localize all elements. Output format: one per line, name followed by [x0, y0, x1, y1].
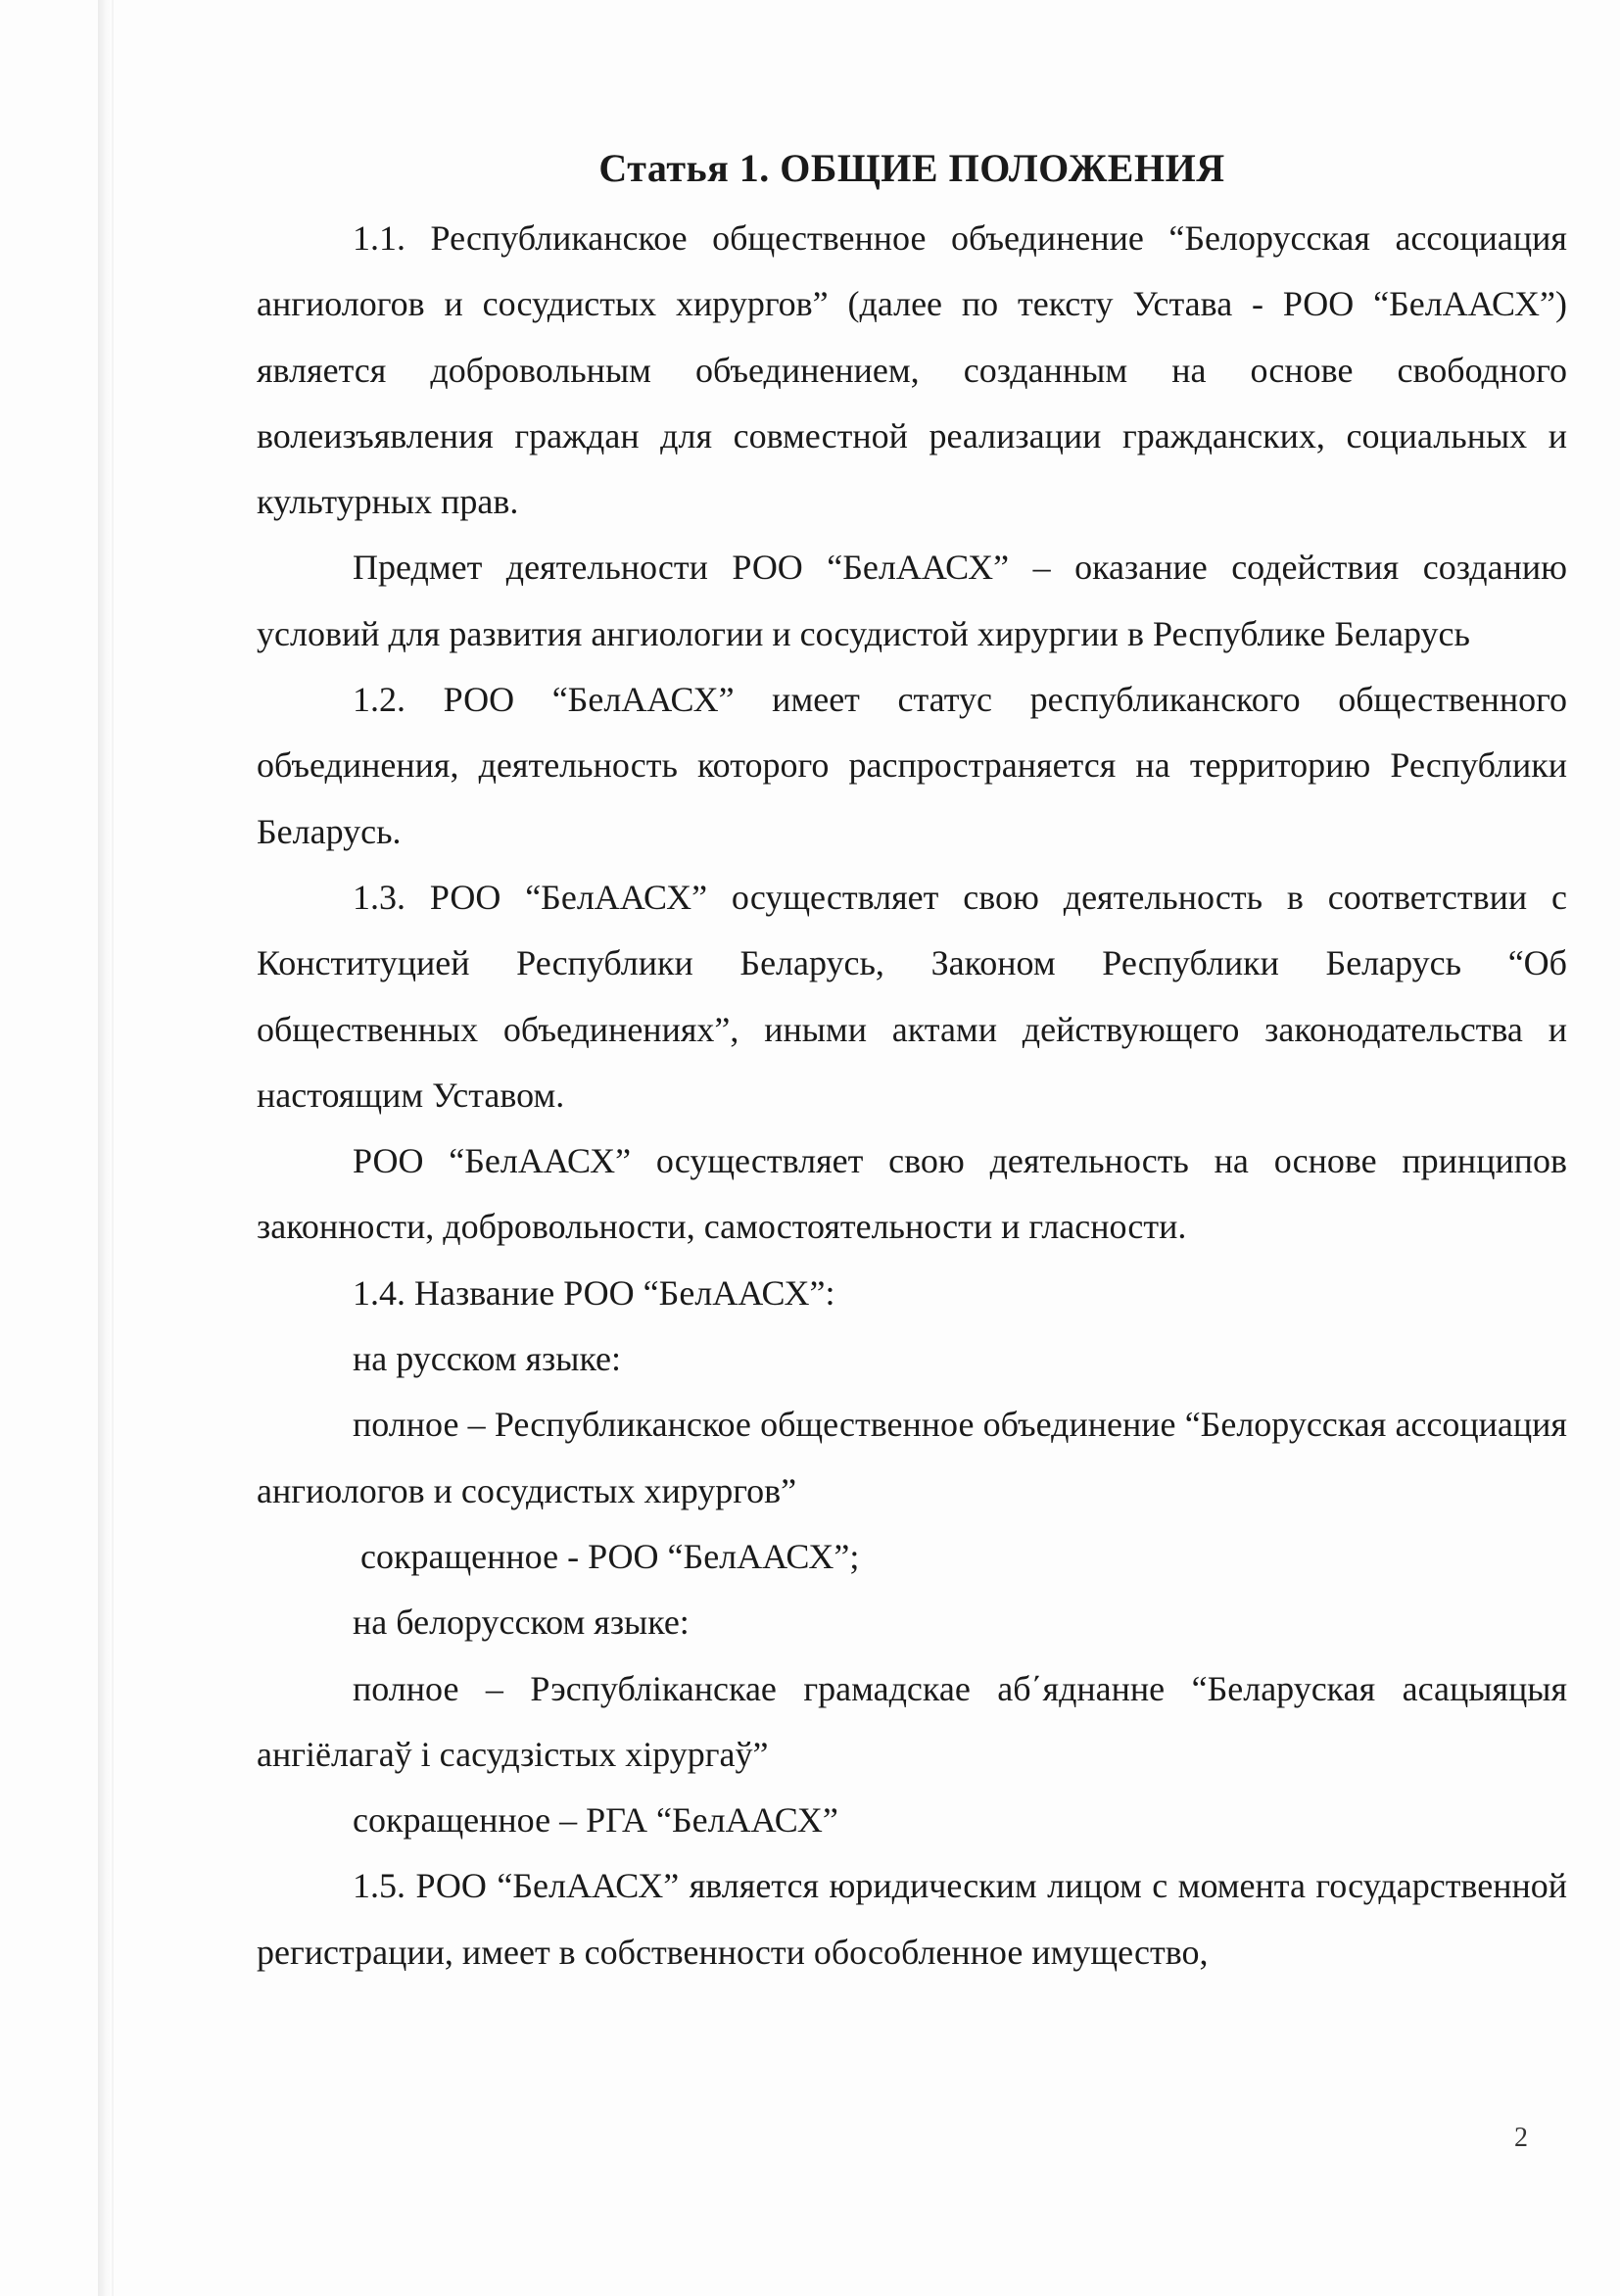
document-body [257, 139, 1567, 1985]
paragraph-1-1: 1.1. Республиканское общественное объединение “Белорусская ассоциация ангиологов и сосудистых хирургов” (далее по тексту Устава - РОО “БелААСХ”) является добровольным объединением, созданным на основе свободного волеизъявления граждан для совместной реализации гражданских, социальных и культурных прав. [257, 218, 1567, 522]
russian-short-name: сокращенное - РОО “БелААСХ”; [360, 1536, 860, 1576]
paragraph-subject: Предмет деятельности РОО “БелААСХ” – оказание содействия созданию условий для развития ангиологии и сосудистой хирургии в Республике Беларусь [257, 548, 1567, 653]
belarusian-full-name: полное – Рэспубліканскае грамадскае аб΄яднанне “Беларуская асацыяцыя ангіёлагаў і сасудзістых хірургаў” [257, 1668, 1567, 1774]
paragraph-1-5: 1.5. РОО “БелААСХ” является юридическим лицом с момента государственной регистрации, имеет в собственности обособленное имущество, [257, 1866, 1567, 1972]
article-heading: Статья 1. ОБЩИЕ ПОЛОЖЕНИЯ [598, 146, 1225, 190]
paragraph-1-2: 1.2. РОО “БелААСХ” имеет статус республиканского общественного объединения, деятельность которого распространяется на территорию Республики Беларусь. [257, 680, 1567, 851]
russian-full-name: полное – Республиканское общественное объединение “Белорусская ассоциация ангиологов и сосудистых хирургов” [257, 1405, 1567, 1510]
paragraph-principles: РОО “БелААСХ” осуществляет свою деятельность на основе принципов законности, добровольности, самостоятельности и гласности. [257, 1141, 1567, 1247]
russian-language-label: на русском языке: [353, 1339, 622, 1379]
scan-shadow-edge [98, 0, 112, 2296]
page-number: 2 [1514, 2123, 1528, 2153]
paragraph-1-3: 1.3. РОО “БелААСХ” осуществляет свою деятельность в соответствии с Конституцией Республики Беларусь, Законом Республики Беларусь “Об общественных объединениях”, иными актами действующего законодательства и настоящим Уставом. [257, 877, 1567, 1115]
scan-shadow-line [112, 0, 114, 2296]
paragraph-1-4-name: 1.4. Название РОО “БелААСХ”: [353, 1272, 835, 1313]
belarusian-language-label: на белорусском языке: [353, 1602, 690, 1643]
belarusian-short-name: сокращенное – РГА “БелААСХ” [353, 1800, 838, 1841]
